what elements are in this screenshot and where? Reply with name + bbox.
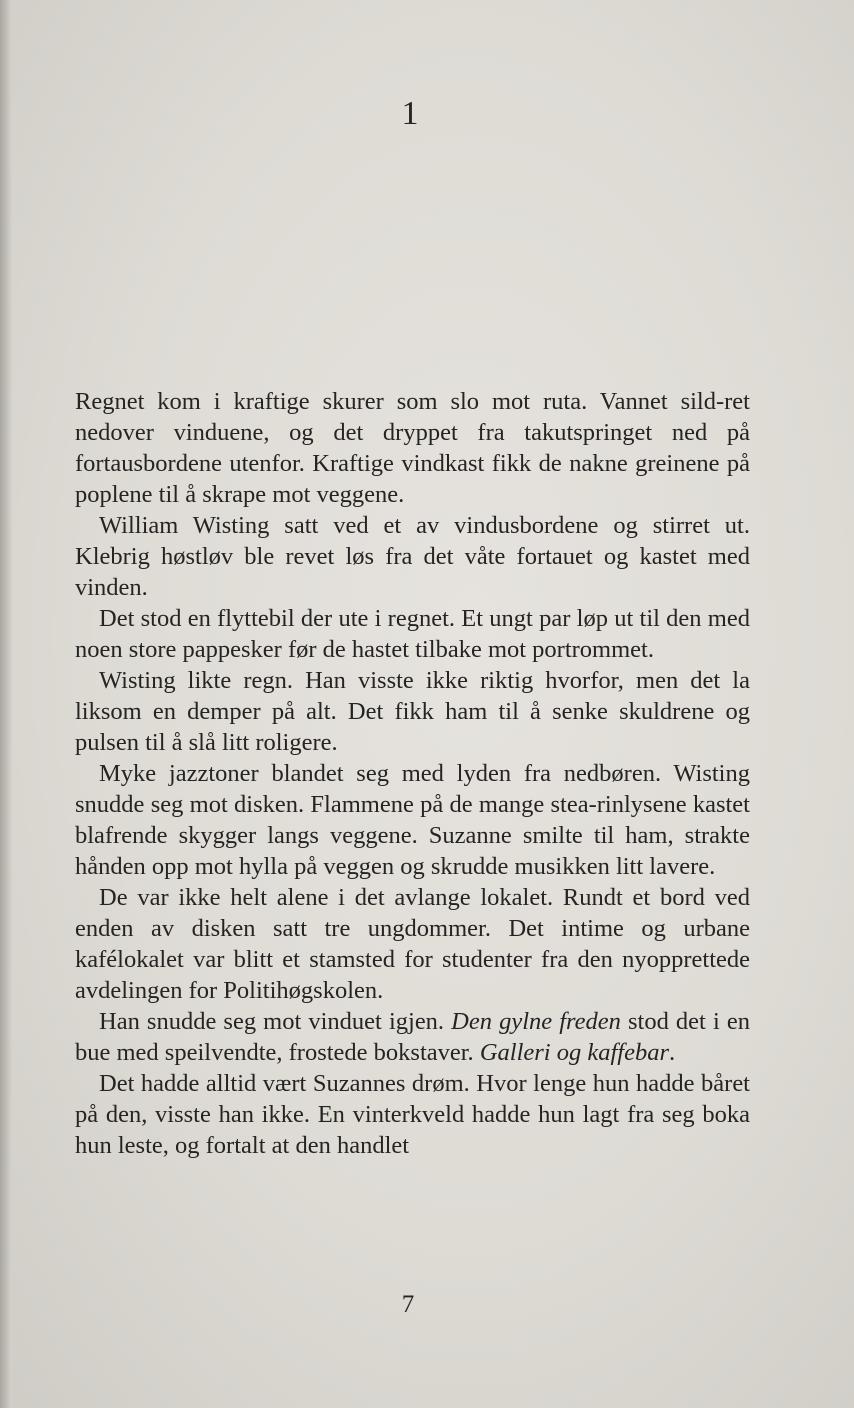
paragraph-8: Det hadde alltid vært Suzannes drøm. Hvor lenge hun hadde båret på den, visste han ikke. En vinterkveld hadde hun lagt fra seg boka hun leste, og fortalt at den handlet bbox=[75, 1070, 750, 1159]
page-number: 7 bbox=[401, 1291, 415, 1318]
paragraph-7-text-c: . bbox=[668, 1039, 676, 1066]
paragraph-7 bbox=[75, 1006, 750, 1068]
cafe-subtitle-italic: Galleri og kaffebar bbox=[479, 1039, 669, 1066]
chapter-body-text bbox=[75, 386, 750, 1161]
paragraph-2: William Wisting satt ved et av vindusbordene og stirret ut. Klebrig høstløv ble revet løs fra det våte fortauet og kastet med vinden. bbox=[75, 512, 750, 601]
paragraph-3: Det stod en flyttebil der ute i regnet. Et ungt par løp ut til den med noen store pappesker før de hastet tilbake mot portrommet. bbox=[75, 605, 750, 663]
chapter-number: 1 bbox=[401, 95, 419, 132]
paragraph-6: De var ikke helt alene i det avlange lokalet. Rundt et bord ved enden av disken satt tre ungdommer. Det intime og urbane kafélokalet var blitt et stamsted for studenter fra den nyopprettede avdelingen for Politihøgskolen. bbox=[75, 884, 750, 1004]
paragraph-1: Regnet kom i kraftige skurer som slo mot ruta. Vannet sild-ret nedover vinduene, og det dryppet fra takutspringet ned på fortausbordene utenfor. Kraftige vindkast fikk de nakne greinene på poplene til å skrape mot veggene. bbox=[75, 388, 750, 508]
page-gutter-edge bbox=[0, 0, 12, 1408]
cafe-name-italic: Den gylne freden bbox=[451, 1008, 621, 1035]
paragraph-7-text-a: Han snudde seg mot vinduet igjen. bbox=[99, 1008, 452, 1035]
paragraph-4: Wisting likte regn. Han visste ikke riktig hvorfor, men det la liksom en demper på alt. Det fikk ham til å senke skuldrene og pulsen til å slå litt roligere. bbox=[75, 667, 750, 756]
paragraph-7-text-b: stod det i en bue med speilvendte, frostede bokstaver. bbox=[75, 1008, 750, 1066]
paragraph-5: Myke jazztoner blandet seg med lyden fra nedbøren. Wisting snudde seg mot disken. Flammene på de mange stea-rinlysene kastet blafrende skygger langs veggene. Suzanne smilte til ham, strakte hånden opp mot hylla på veggen og skrudde musikken litt lavere. bbox=[75, 760, 750, 880]
